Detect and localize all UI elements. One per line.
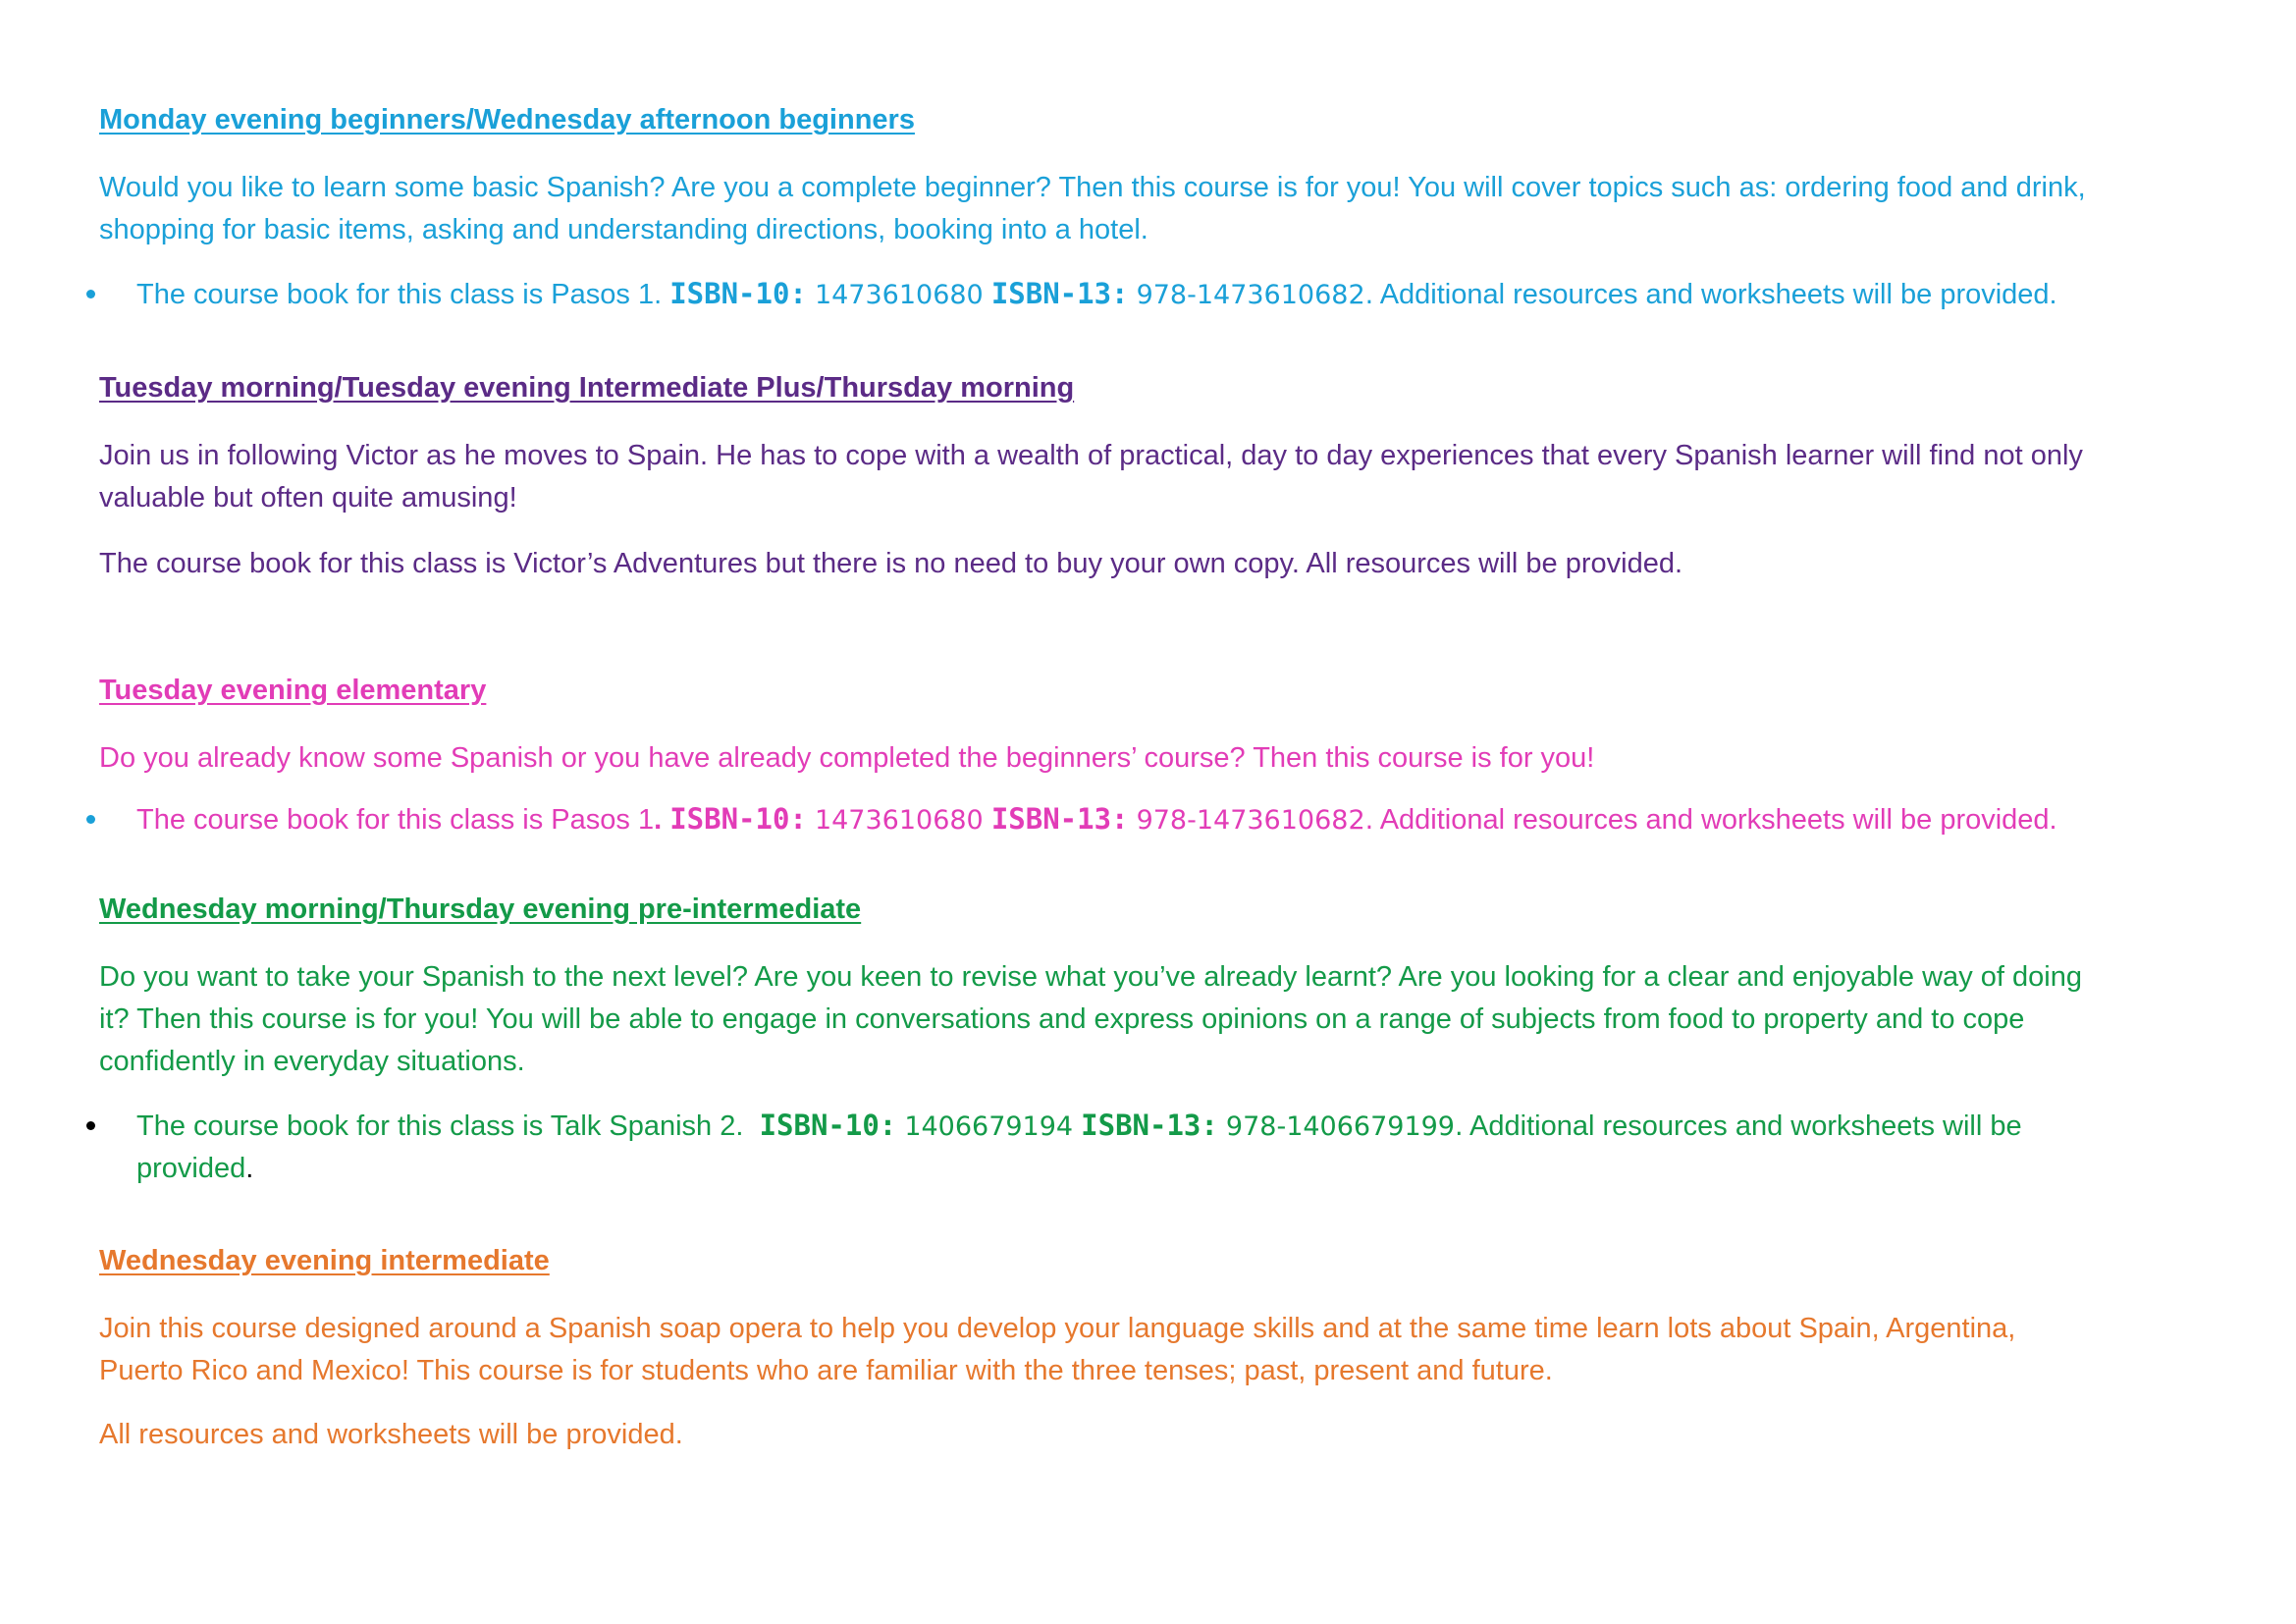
bullet-icon (86, 290, 95, 298)
section-heading: Tuesday morning/Tuesday evening Intermediate Plus/Thursday morning (99, 372, 1075, 404)
bullet-tail-end: . (245, 1153, 254, 1184)
section-paragraph: The course book for this class is Victor’s Adventures but there is no need to buy your own copy. All resources will be provided. (99, 548, 1683, 579)
section-paragraph: All resources and worksheets will be provided. (99, 1419, 683, 1450)
section-paragraph-line: Join us in following Victor as he moves to Spain. He has to cope with a wealth of practical, day to day experiences that every Spanish learner will find not only (99, 440, 2083, 471)
isbn13-value: 978-1406679199. (1225, 1111, 1464, 1142)
isbn10-value: 1406679194 (904, 1111, 1074, 1142)
bullet-tail: Additional resources and worksheets will be provided. (1379, 804, 2057, 836)
section-tuesday-elementary (99, 673, 2229, 841)
bullet-tail: Additional resources and worksheets will be provided. (1379, 279, 2057, 310)
course-book-bullet (99, 1105, 2229, 1189)
isbn13-value: 978-1473610682. (1136, 805, 1374, 836)
isbn10-label: ISBN-10: (669, 802, 807, 836)
bullet-lead: The course book for this class is Pasos 1 (136, 804, 655, 836)
section-paragraph-line: Do you already know some Spanish or you have already completed the beginners’ course? Then this course is for you! (99, 742, 1595, 774)
section-paragraph-line: valuable but often quite amusing! (99, 482, 517, 514)
section-paragraph-line: it? Then this course is for you! You will be able to engage in conversations and express opinions on a range of subjects from food to property and to cope (99, 1003, 2025, 1035)
section-paragraph-line: Join this course designed around a Spanish soap opera to help you develop your language skills and at the same time learn lots about Spain, Argentina, (99, 1313, 2016, 1344)
bullet-tail-line2: provided (136, 1153, 246, 1184)
isbn13-value: 978-1473610682. (1136, 280, 1374, 310)
section-heading: Tuesday evening elementary (99, 675, 487, 706)
course-book-bullet (99, 273, 2229, 316)
isbn10-value: 1473610680 (814, 280, 984, 310)
section-heading: Wednesday morning/Thursday evening pre-intermediate (99, 893, 862, 925)
course-book-bullet (99, 798, 2229, 841)
isbn13-label: ISBN-13: (990, 802, 1129, 836)
isbn10-label: ISBN-10: (669, 277, 807, 310)
section-paragraph-line: Do you want to take your Spanish to the next level? Are you keen to revise what you’ve already learnt? Are you looking for a clear and enjoyable way of doing (99, 961, 2082, 993)
bullet-lead: The course book for this class is Talk Spanish 2. (136, 1110, 744, 1142)
section-wednesday-intermediate (99, 1243, 2229, 1456)
isbn13-label: ISBN-13: (1081, 1109, 1218, 1142)
bullet-lead-dot: . (654, 804, 663, 836)
section-monday-beginners (99, 102, 2229, 316)
bullet-icon (86, 815, 95, 824)
isbn13-label: ISBN-13: (990, 277, 1129, 310)
section-pre-intermediate (99, 892, 2229, 1189)
section-paragraph-line: shopping for basic items, asking and understanding directions, booking into a hotel. (99, 214, 1148, 245)
bullet-tail: Additional resources and worksheets will be (1469, 1110, 2022, 1142)
bullet-lead: The course book for this class is Pasos 1. (136, 279, 663, 310)
section-paragraph-line: Would you like to learn some basic Spanish? Are you a complete beginner? Then this course is for you! You will cover topics such as: ordering food and drink, (99, 172, 2086, 203)
section-tuesday-intermediate-plus (99, 370, 2229, 585)
isbn10-value: 1473610680 (814, 805, 984, 836)
section-heading: Monday evening beginners/Wednesday afternoon beginners (99, 104, 915, 135)
section-heading: Wednesday evening intermediate (99, 1245, 550, 1276)
bullet-icon (86, 1121, 95, 1130)
section-paragraph-line: Puerto Rico and Mexico! This course is for students who are familiar with the three tenses; past, present and future. (99, 1355, 1553, 1386)
isbn10-label: ISBN-10: (759, 1109, 897, 1142)
section-paragraph-line: confidently in everyday situations. (99, 1046, 525, 1077)
